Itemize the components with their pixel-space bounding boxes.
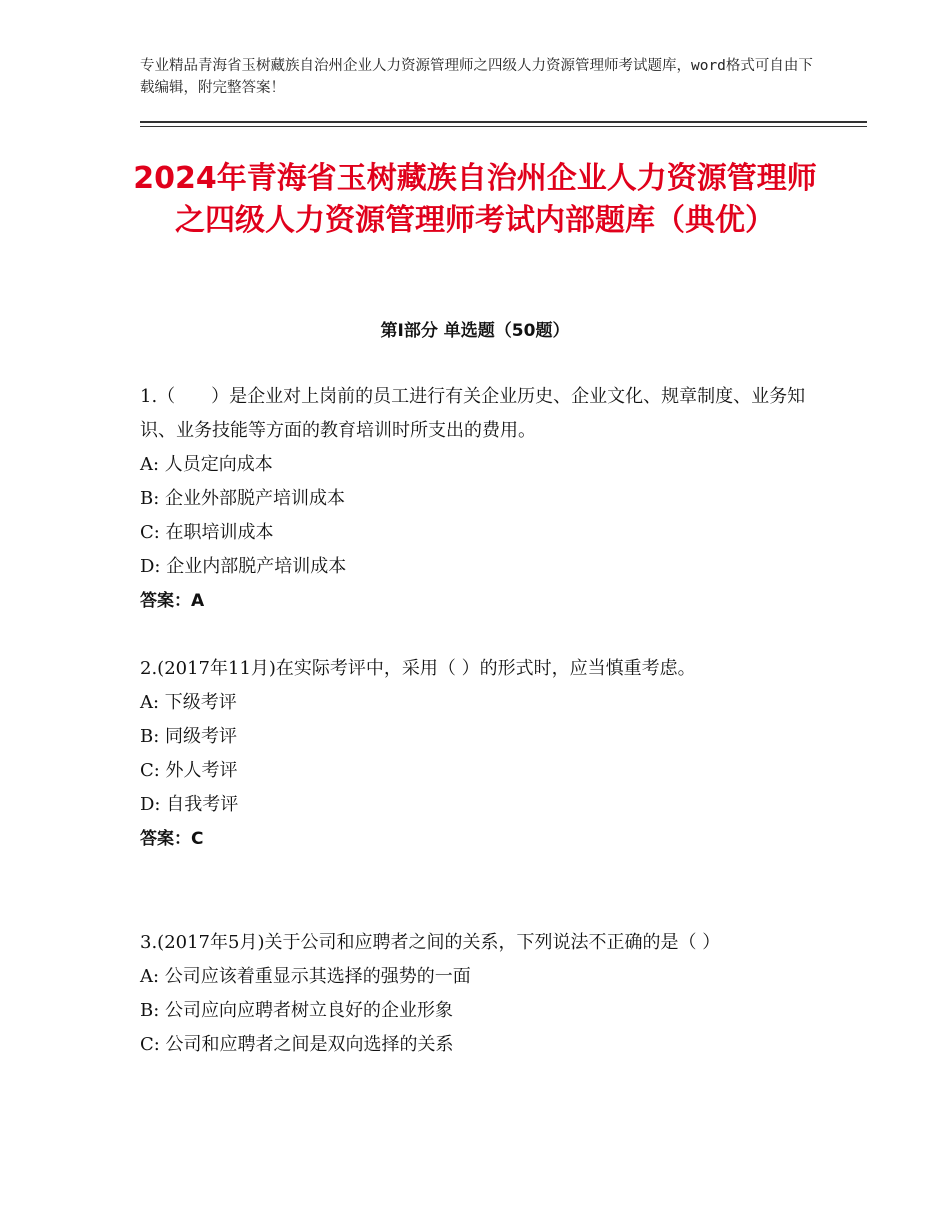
- option-c: C: 在职培训成本: [140, 522, 274, 543]
- option-d: D: 自我考评: [140, 794, 239, 815]
- option-b: B: 企业外部脱产培训成本: [140, 488, 346, 509]
- document-title: 2024年青海省玉树藏族自治州企业人力资源管理师之四级人力资源管理师考试内部题库（典优）: [133, 161, 817, 238]
- option-c: C: 公司和应聘者之间是双向选择的关系: [140, 1034, 454, 1055]
- option-b: B: 公司应向应聘者树立良好的企业形象: [140, 1000, 454, 1021]
- answer: 答案：A: [140, 591, 205, 611]
- section-title: 第Ⅰ部分 单选题（50题）: [380, 321, 570, 341]
- question-3: [140, 926, 820, 1062]
- header-rule-thick: [140, 121, 867, 123]
- question-1: [140, 380, 820, 618]
- option-a: A: 人员定向成本: [140, 454, 273, 475]
- header-note: 专业精品青海省玉树藏族自治州企业人力资源管理师之四级人力资源管理师考试题库，word格式可自由下载编辑，附完整答案！: [140, 58, 813, 96]
- option-d: D: 企业内部脱产培训成本: [140, 556, 347, 577]
- question-stem: 2.(2017年11月)在实际考评中，采用（ ）的形式时，应当慎重考虑。: [140, 658, 696, 679]
- header-rule-thin: [140, 126, 867, 127]
- question-2: [140, 652, 820, 856]
- answer: 答案：C: [140, 829, 204, 849]
- option-c: C: 外人考评: [140, 760, 238, 781]
- question-stem: 3.(2017年5月)关于公司和应聘者之间的关系，下列说法不正确的是（ ）: [140, 932, 721, 953]
- question-stem: 1.（ ）是企业对上岗前的员工进行有关企业历史、企业文化、规章制度、业务知识、业务技能等方面的教育培训时所支出的费用。: [140, 386, 806, 441]
- option-a: A: 公司应该着重显示其选择的强势的一面: [140, 966, 471, 987]
- option-a: A: 下级考评: [140, 692, 237, 713]
- option-b: B: 同级考评: [140, 726, 238, 747]
